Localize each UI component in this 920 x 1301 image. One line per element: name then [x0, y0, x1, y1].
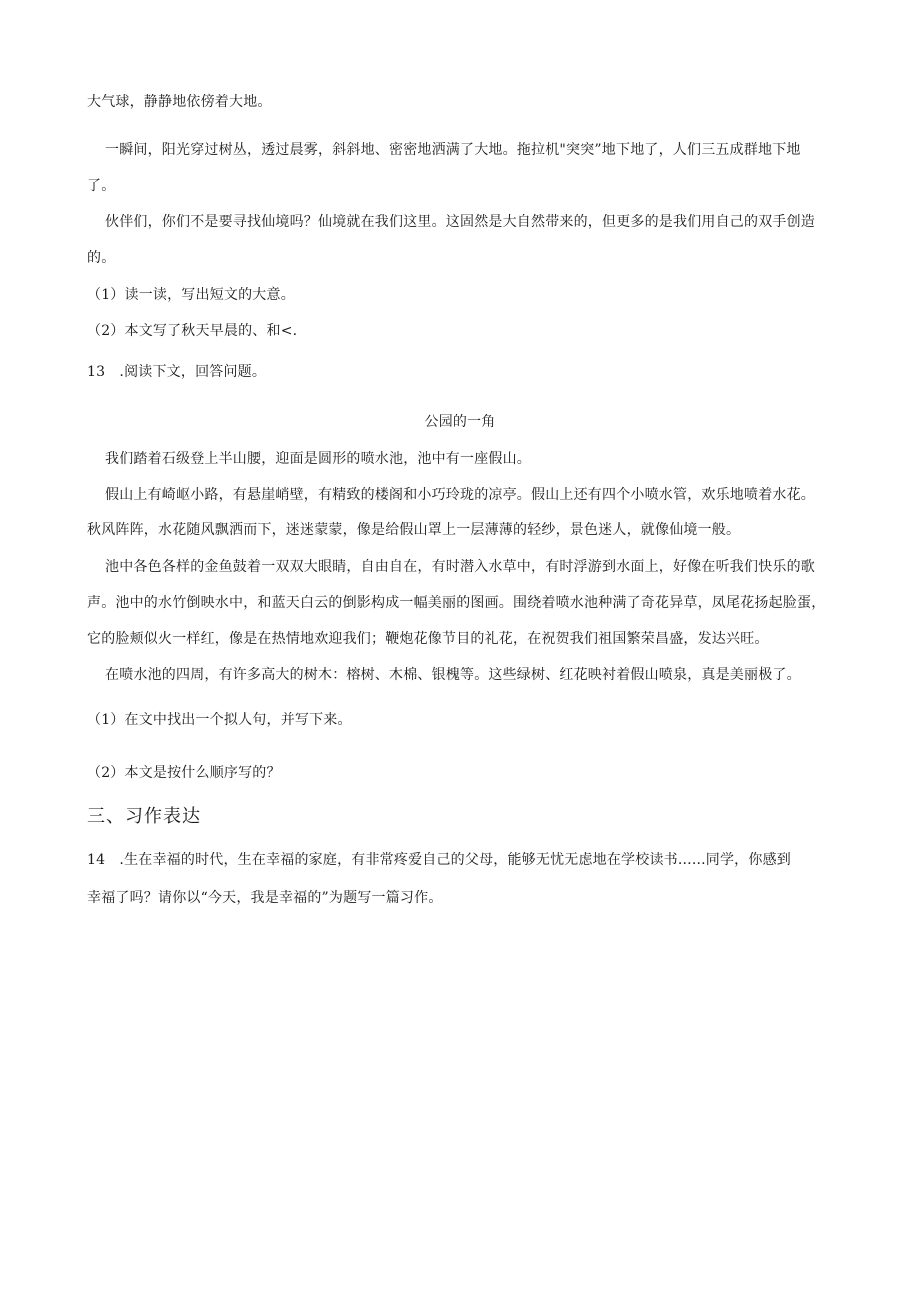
passage-b-title: 公园的一角 — [424, 414, 496, 430]
question-13-stem: 13 .阅读下文，回答问题。 — [87, 364, 267, 380]
question-13-part-1: （1）在文中找出一个拟人句，并写下来。 — [87, 712, 352, 728]
passage-b-p3-line1: 池中各色各样的金鱼鼓着一双双大眼睛，自由自在，有时潜入水草中，有时浮游到水面上，好像在听我们快乐的歌 — [105, 559, 815, 575]
passage-a-p2-line1: 一瞬间，阳光穿过树丛，透过晨雾，斜斜地、密密地洒满了大地。拖拉机"突突”地下地了，人们三五成群地下地 — [105, 142, 801, 158]
passage-b-p4: 在喷水池的四周，有许多高大的树木：榕树、木棉、银槐等。这些绿树、红花映衬着假山喷泉，真是美丽极了。 — [105, 667, 801, 683]
question-14-line2: 幸福了吗？请你以“今天，我是幸福的”为题写一篇习作。 — [87, 890, 443, 906]
passage-b-p1: 我们踏着石级登上半山腰，迎面是圆形的喷水池，池中有一座假山。 — [105, 451, 531, 467]
passage-a-p1-end: 大气球，静静地依傍着大地。 — [87, 94, 272, 110]
passage-a-p3-line2: 的。 — [87, 250, 116, 266]
passage-a-question-1: （1）读一读，写出短文的大意。 — [87, 287, 295, 303]
passage-b-p2-line1: 假山上有崎岖小路，有悬崖峭壁，有精致的楼阁和小巧玲珑的凉亭。假山上还有四个小喷水管，欢乐地喷着水花。 — [105, 487, 815, 503]
passage-b-p2-line2: 秋风阵阵，水花随风飘洒而下，迷迷蒙蒙，像是给假山罩上一层薄薄的轻纱，景色迷人，就像仙境一般。 — [87, 522, 741, 538]
passage-b-p3-line2: 声。池中的水竹倒映水中，和蓝天白云的倒影构成一幅美丽的图画。围绕着喷水池种满了奇花异草，凤尾花扬起脸蛋， — [87, 595, 826, 611]
passage-a-p2-line2: 了。 — [87, 178, 116, 194]
passage-b-p3-line3: 它的脸颊似火一样红，像是在热情地欢迎我们；鞭炮花像节目的礼花，在祝贺我们祖国繁荣昌盛，发达兴旺。 — [87, 631, 769, 647]
passage-a-question-2: （2）本文写了秋天早晨的、和<. — [87, 323, 298, 339]
question-14-line1: 14 .生在幸福的时代，生在幸福的家庭，有非常疼爱自己的父母，能够无忧无虑地在学校读书......同学，你感到 — [87, 852, 791, 868]
question-13-part-2: （2）本文是按什么顺序写的？ — [87, 765, 281, 781]
passage-a-p3-line1: 伙伴们，你们不是要寻找仙境吗？仙境就在我们这里。这固然是大自然带来的，但更多的是我们用自己的双手创造 — [105, 214, 815, 230]
section-3-heading: 三、习作表达 — [87, 806, 201, 827]
